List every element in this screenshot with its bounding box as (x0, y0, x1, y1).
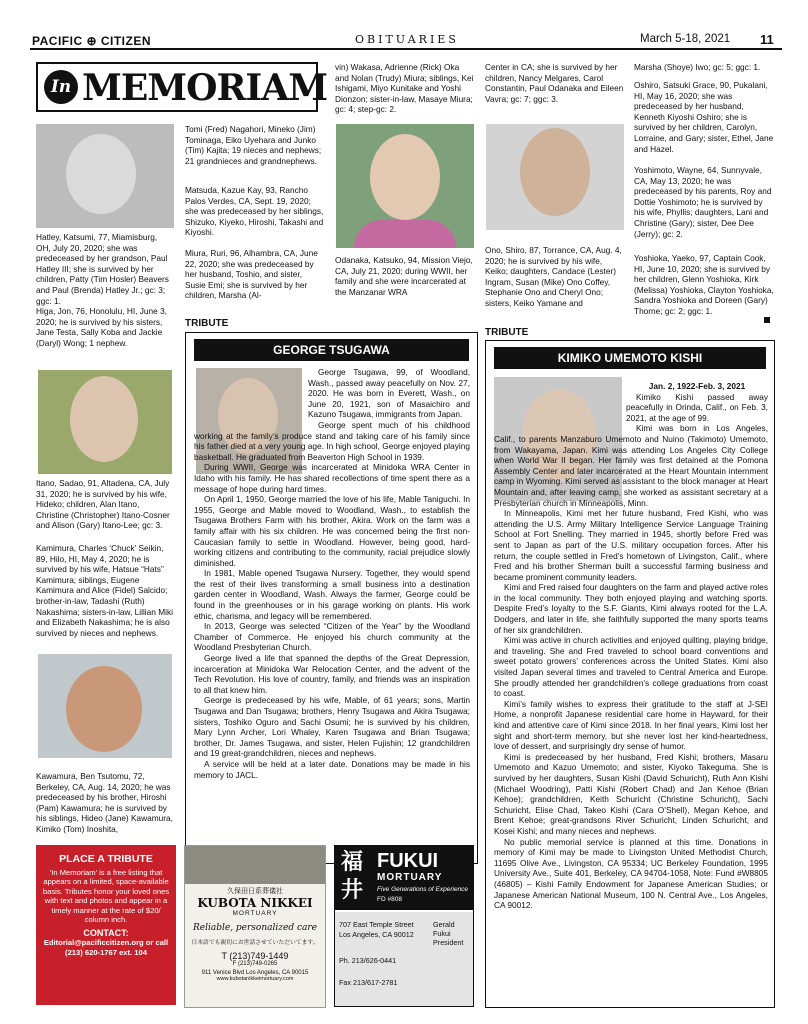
obit-miura-cont: vin) Wakasa, Adrienne (Rick) Oka and Nolan (Trudy) Miura; siblings, Kei Ishigami, Miyo Kunitake and Yoshi Dionzon; sister-in-law, Masaye Miura; gc: 4; step-gc: 2. (335, 62, 474, 115)
ad-kubota (184, 845, 326, 1008)
tsugawa-body (194, 367, 470, 780)
fukui-header (335, 846, 473, 910)
tsugawa-p3: On April 1, 1950, George married the love of his life, Mable Taniguchi. In 1955, George and Mable moved to Woodland, Wash., to establish the Tsugawa Brothers Farm with his brother, Akira. Work on the farm was a family affair with his six children. He was concerned being the first non-Caucasian family to settle in Woodland. However, being good, hard-working citizens and contributing to the community, racial prejudice slowly diminished. (194, 494, 470, 568)
photo-itano (38, 370, 172, 474)
kubota-fax: F (213)749-0265 (232, 961, 278, 967)
obit-ono-cont: Marsha (Shoye) Iwo; gc: 5; ggc: 1. (634, 62, 761, 72)
fukui-kanji: 福井 (341, 849, 364, 902)
ad-fukui (334, 845, 474, 1007)
kubota-jp2: 日本語でも親切にお世話させていただいてます。 (191, 940, 319, 946)
fukui-addr2: Los Angeles, CA 90012 (339, 930, 414, 939)
tsugawa-p5: In 2013, George was selected “Citizen of the Year” by the Woodland Chamber of Commerce. He enjoyed his church community at the Woodland Presbyterian Church. (194, 621, 470, 653)
tsugawa-p4: In 1981, Mable opened Tsugawa Nursery. Together, they would spend the rest of their lives transforming a small business into a destination garden center in Woodland, Wash. Always the farmer, George could be found in the greenhouses or in his garage working on plants. His work ethic, charisma, and legacy will be remembered. (194, 568, 470, 621)
kishi-p6: Kimi is predeceased by her husband, Fred Kishi; brothers, Masaru Umemoto and Kazuo Umemoto; and sister, Kiyoko Takeguma. She is survived by her daughters, Susan Kishi (David Schuricht), Ruth Ann Kishi (Michael Woodring), Patti Kishi (Robert Chad) and Jan Kehoe (Brian Kehoe); grandchildren, Keith Schuricht (Christine Schuricht), Sachi Schuricht, Elise Chad, Takeo Kishi (Cara O’Shell), Megan Kehoe, and Brent Kehoe; great-grandsons River Schuricht, Linden Schuricht, and Kosei Kishi; and many nieces and nephews. (494, 751, 768, 836)
kubota-photo (185, 846, 325, 884)
obit-itano: Itano, Sadao, 91, Altadena, CA, July 31, 2020; he is survived by his wife, Hideko; children, Alan Itano, Christine (Christopher) Itano-Cosner and Alison (Gary) Itano-Lee; gc: 3. (36, 478, 170, 531)
obit-yoshimoto: Yoshimoto, Wayne, 64, Sunnyvale, CA, May 13, 2020; he was predeceased by his parents, Roy and Dottie Yoshimoto; he is survived by his wife, Phyllis; daughters, Lani and Christine (Gary); sister, Dee Dee (Jerry); gc: 2. (634, 165, 772, 239)
obit-hatley: Hatley, Katsumi, 77, Miamisburg, OH, July 20, 2020; she was predeceased by her grandson, Paul Hatley III; she is survived by her children, Patty (Tim Hosler) Beavers and Paul (Brenda) Hatley Jr.; gc: 3; ggc: 1. (36, 232, 169, 306)
obit-matsuda: Matsuda, Kazue Kay, 93, Rancho Palos Verdes, CA, Sept. 19, 2020; she was predeceased by her siblings, Shizuko, Kiyeko, Hiroshi, Takashi and Kiyoshi. (185, 185, 324, 238)
kubota-address: 911 Venice Blvd Los Angeles, CA 90015 (201, 970, 309, 976)
obit-kawamura-cont: Tomi (Fred) Nagahori, Mineko (Jim) Tominaga, Eiko Uyehara and Junko (Tim) Kajita; 19 nieces and nephews; 21 grandnieces and grandnephews. (185, 124, 322, 166)
obit-kamimura: Kamimura, Charles ‘Chuck’ Seikin, 89, Hilo, HI, May 4, 2020; he is survived by his wife, Hatsue “Hats” Kamimura; siblings, Eugene Kamimura and Alice (Fidel) Salcido; brother-in-law, Tadashi (Ruth) Nakashima; sisters-in-law, Lillian Miki and Elizabeth Nakashima; he is also survived by nieces and nephews. (36, 543, 173, 638)
obit-kawamura: Kawamura, Ben Tsutomu, 72, Berkeley, CA, Aug. 14, 2020; he was predeceased by his brother, Hiroshi (Pam) Kawamura; he is survived by his siblings, Hideo (Jane) Kawamura, Kimiko (Tom) Inoshita, (36, 771, 173, 834)
tribute-kishi (485, 340, 775, 1008)
kishi-p5: Kimi’s family wishes to express their gratitude to the staff at J-SEI Home, a nonprofit Japanese residential care home in Hayward, for their kind and attentive care of Kimi since 2018. In her final years, Kimi lost her sight and short-term memory, but she never lost her kind-heartedness, love of dessert, and surprisingly dry sense of humor. (494, 698, 768, 752)
section-title: OBITUARIES (355, 33, 459, 46)
in-badge: In (44, 70, 78, 104)
photo-ono (486, 124, 624, 230)
ad-place-tribute (36, 845, 176, 1005)
ad-tribute-title: PLACE A TRIBUTE (59, 853, 153, 865)
kishi-p2: In Minneapolis, Kimi met her future husband, Fred Kishi, who was attending the U.S. Army Military Intelligence Service Language Training School at Fort Snelling. They married in 1945, shortly before Fred was sent to Japan as part of the U.S. military occupation forces. After his return, the couple settled in Fred’s hometown of Livingston, Calif., where Fred and his brother Sherman built a successful farming business and became prominent community leaders. (494, 508, 768, 582)
obit-odanaka: Odanaka, Katsuko, 94, Mission Viejo, CA, July 21, 2020; during WWII, her family and she were incarcerated at the Manzanar WRA (335, 255, 473, 297)
fukui-tag: Five Generations of Experience (377, 886, 469, 893)
photo-odanaka (336, 124, 474, 248)
obit-ono: Ono, Shiro, 87, Torrance, CA, Aug. 4, 2020; he is survived by his wife, Keiko; daughters, Candace (Lester) Ingram, Susan (Mike) Ono Coffey, Stephanie Ono and Cheryl Ono; sisters, Keiko Yamane and (485, 245, 622, 308)
tribute-title-kishi: KIMIKO UMEMOTO KISHI (494, 347, 766, 369)
fukui-fax: Fax 213/617-2781 (339, 978, 398, 987)
kishi-p7: No public memorial service is planned at this time. Donations in memory of Kimi may be made to Livingston United Methodist Church, 11695 Olive Ave., Livingston, CA 95334; UC Berkeley Foundation, 1995 University Ave., Suite 401, Berkeley, CA 94704-1058, Note: Fund #W8805 (46805) – Kishi Family Endowment for Japanese American Studies; or Japanese American National Museum, 100 N. Central Ave., Los Angeles, CA 90012. (494, 836, 768, 911)
kubota-slogan: Reliable, personalized care (193, 923, 317, 933)
kishi-p4: Kimi was active in church activities and enjoyed quilting, playing bridge, and traveling. She and Fred traveled to school board conventions and sweet potato growers’ conferences across the United States. Kimi also visited Japan several times and traveled to Central America and Europe. She proudly attended her grandchildren’s college graduations from coast to coast. (494, 635, 768, 699)
kubota-jp: 久保田日系葬儀社 (227, 888, 283, 895)
ad-tribute-body: ‘In Memoriam’ is a free listing that appears on a limited, space-available basis. Tributes honor your loved ones with text and photos and appear in a timely manner at the rate of $20/ column inch. (42, 868, 170, 925)
tribute-title-tsugawa: GEORGE TSUGAWA (194, 339, 469, 361)
obit-higa: Higa, Jon, 76, Honolulu, HI, June 3, 2020; he is survived by his sisters, Jane Testa, Sally Koba and Jackie (Daryl) Wong; 1 nephew. (36, 306, 167, 348)
ad-tribute-contact-label: CONTACT: (83, 928, 129, 939)
memoriam-title: MEMORIAM (82, 67, 328, 109)
kubota-sub: MORTUARY (232, 910, 278, 917)
fukui-contact-name: Gerald Fukui President (433, 920, 464, 947)
tribute-tsugawa (185, 332, 478, 864)
kishi-intro: Kimiko Kishi passed away peacefully in Orinda, Calif., on Feb. 3, 2021, at the age of 99. (626, 391, 768, 423)
tsugawa-p6: George lived a life that spanned the depths of the Great Depression, incarceration at Minidoka War Relocation Center, and the advent of the Tech Revolution. His love of country, family, and friends was an inspiration to all that knew him. (194, 653, 470, 695)
kishi-p3: Kimi and Fred raised four daughters on the farm and played active roles in the local community. They both enjoyed playing and watching sports. Despite Fred’s loyalty to the S.F. Giants, Kimi always rooted for the L.A. Dodgers, and later in life, she faithfully supported the many sports teams of her six grandchildren. (494, 582, 768, 635)
in-memoriam-banner (36, 62, 328, 112)
header-rule (30, 48, 782, 50)
brand-logo: PACIFIC ⊕ CITIZEN (32, 34, 151, 48)
tsugawa-p7: George is predeceased by his wife, Mable, of 61 years; sons, Martin Tsugawa and Dan Tsugawa; brothers, Henry Tsugawa and Akira Tsugawa; sisters, Toshiko Oguro and Sachi Osumi; he is survived by his children, Mary Lynn Archer, Lori Whaley, Karen Tsugawa and Brian Tsugawa; brother, Dr. James Tsugawa, and sister, Helen Fujishin; 12 grandchildren and 19 great-grandchildren, nieces and nephews. (194, 695, 470, 759)
fukui-name: FUKUI (377, 850, 439, 872)
issue-date: March 5-18, 2021 (640, 33, 731, 45)
obit-odanaka-cont: Center in CA; she is survived by her children, Nancy Melgares, Carol Constantin, Paul Odanaka and Eileen Vavra; gc: 7; ggc: 3. (485, 62, 624, 104)
tsugawa-p1: George spent much of his childhood working at the family’s produce stand and taking care of his family since his father died at a very young age. In high school, George enjoyed playing basketball. He graduated from Beaverton High School in 1939. (194, 419, 470, 462)
kishi-dates: Jan. 2, 1922-Feb. 3, 2021 (648, 381, 746, 391)
kishi-body (494, 381, 768, 911)
tsugawa-intro: George Tsugawa, 99, of Woodland, Wash., passed away peacefully on Nov. 27, 2020. He was born in Everett, Wash., on June 20, 1921, son of Masaichiro and Kazuno Tsugawa, immigrants from Japan. (308, 367, 470, 420)
ad-tribute-contact[interactable]: Editorial@pacificcitizen.org or call (213) 620-1767 ext. 104 (43, 938, 169, 957)
photo-hatley (36, 124, 174, 228)
tsugawa-p8: A service will be held at a later date. Donations may be made in his memory to JACL. (194, 758, 470, 780)
kubota-phone[interactable]: T (213)749-1449 (221, 951, 289, 961)
fukui-details (335, 912, 473, 1006)
tribute-label-tsugawa: TRIBUTE (185, 318, 229, 329)
fukui-phone[interactable]: Ph. 213/626-0441 (339, 956, 397, 965)
page-number: 11 (760, 32, 774, 47)
end-square (764, 317, 770, 323)
tsugawa-p2: During WWII, George was incarcerated at Minidoka WRA Center in Idaho with his family. He has shared recollections of time spent there as a message of hope during hard times. (194, 462, 470, 494)
tribute-label-kishi: TRIBUTE (485, 327, 529, 338)
fukui-addr1: 707 East Temple Street (339, 920, 414, 929)
obit-yoshioka: Yoshioka, Yaeko, 97, Captain Cook, HI, June 10, 2020; she is survived by her children, Glenn Yoshioka, Kirk (Melissa) Yoshioka, Clayton Yoshioka, Sandra Yoshioka and Doreen (Gary) Thorne; gc: 2; ggc: 1. (634, 253, 774, 316)
fukui-sub: MORTUARY (377, 872, 443, 883)
photo-kawamura (38, 654, 172, 758)
obit-miura: Miura, Ruri, 96, Alhambra, CA, June 22, 2020; she was predeceased by her husband, Toshio, and sister, Susie Emi; she is survived by her children, Marsha (Al- (185, 248, 318, 301)
kubota-name: KUBOTA NIKKEI (197, 896, 313, 910)
kishi-p1: Kimi was born in Los Angeles, Calif., to parents Manzaburo Umemoto and Nuino (Takimoto) Umemoto, from Wakayama, Japan. Kimi was attending Los Angeles City College when World War II began. Her family was first detained at the Pomona Assembly Center and later incarcerated at the Heart Mountain internment camp in Wyoming. Kimi served as assistant to the block manager at Heart Mountain and, after leaving camp, she worked as assistant secretary at a Presbyterian church in Minneapolis, Minn. (494, 423, 768, 508)
obit-oshiro: Oshiro, Satsuki Grace, 90, Pukalani, HI, May 16, 2020; she was predeceased by her husband, Kenneth Kiyoshi Oshiro; she is survived by her children, Carolyn, Lorraine, and Gary; sister, Ethel, Jane and Hazel. (634, 80, 774, 154)
fukui-fd: FD #808 (377, 896, 402, 903)
kubota-web[interactable]: www.kubotanikkeimortuary.com (216, 976, 294, 982)
